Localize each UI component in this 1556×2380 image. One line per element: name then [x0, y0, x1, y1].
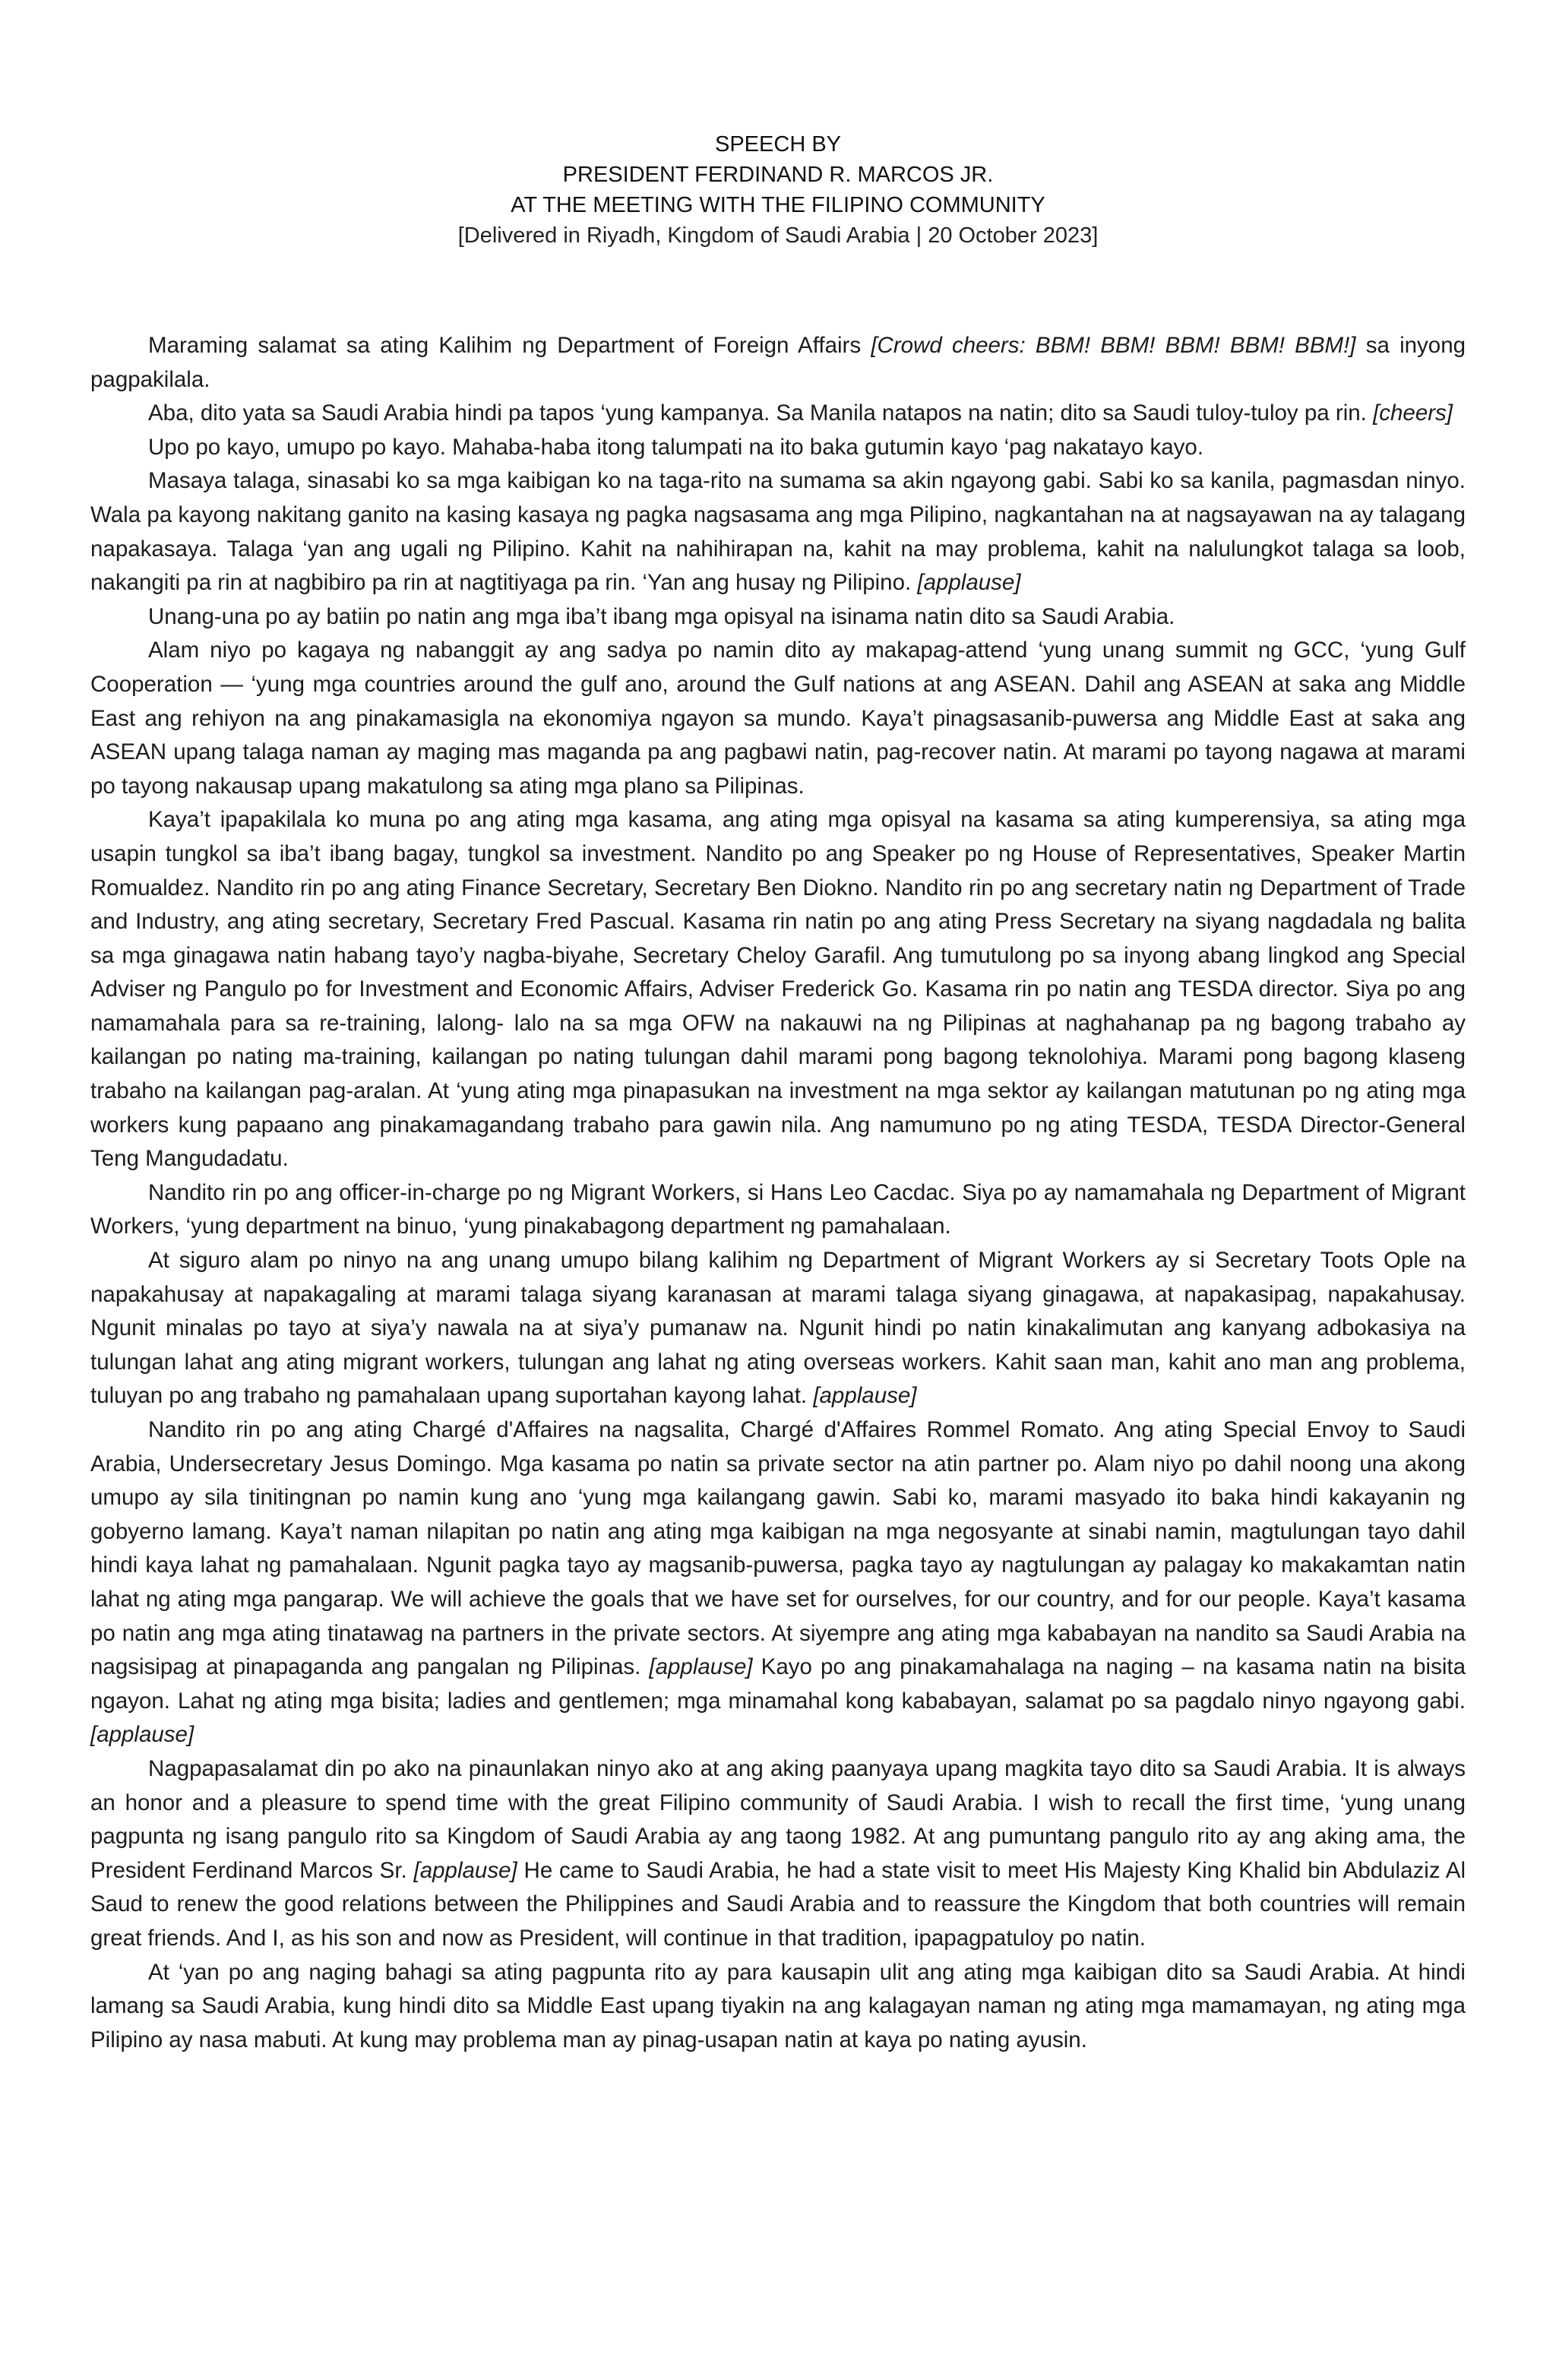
- text-segment: Alam niyo po kagaya ng nabanggit ay ang sadya po namin dito ay makapag-attend ‘yung unang summit ng GCC, ‘yung Gulf Cooperation — ‘yung mga countries around the gulf ano, around the Gulf nations at ang ASEAN. Dahil ang ASEAN at saka ang Middle East ang rehiyon na ang pinakamasigla na ekonomiya ngayon sa mundo. Kaya’t pinagsasanib-puwersa ang Middle East at saka ang ASEAN upang talaga naman ay maging mas maganda pa ang pagbawi natin, pag-recover natin. At marami po tayong nagawa at marami po tayong nakausap upang makatulong sa ating mga plano sa Pilipinas.: [90, 638, 1466, 799]
- paragraph: [90, 803, 1466, 1176]
- text-segment: Masaya talaga, sinasabi ko sa mga kaibigan ko na taga-rito na sumama sa akin ngayong gabi. Sabi ko sa kanila, pagmasdan ninyo. Wala pa kayong nakitang ganito na kasing kasaya ng pagka nagsasama ang mga Pilipino, nagkantahan na at nagsayawan na ay talagang napakasaya. Talaga ‘yan ang ugali ng Pilipino. Kahit na nahihirapan na, kahit na may problema, kahit na nalulungkot talaga sa loob, nakangiti pa rin at nagbibiro pa rin at nagtitiyaga pa rin. ‘Yan ang husay ng Pilipino.: [90, 468, 1466, 596]
- text-segment: Kaya’t ipapakilala ko muna po ang ating mga kasama, ang ating mga opisyal na kasama sa ating kumperensiya, sa ating mga usapin tungkol sa iba’t ibang bagay, tungkol sa investment. Nandito po ang Speaker po ng House of Representatives, Speaker Martin Romualdez. Nandito rin po ang ating Finance Secretary, Secretary Ben Diokno. Nandito rin po ang secretary natin ng Department of Trade and Industry, ang ating secretary, Secretary Fred Pascual. Kasama rin natin po ang ating Press Secretary na siyang nagdadala ng balita sa mga ginagawa natin habang tayo’y nagba-biyahe, Secretary Cheloy Garafil. Ang tumutulong po sa inyong abang lingkod ang Special Adviser ng Pangulo po for Investment and Economic Affairs, Adviser Frederick Go. Kasama rin po natin ang TESDA director. Siya po ang namamahala para sa re-training, lalong- lalo na sa mga OFW na nakauwi na ng Pilipinas at naghahanap pa ng bagong trabaho ay kailangan po nating ma-training, kailangan po nating tulungan dahil marami pong bagong teknolohiya. Marami pong bagong klaseng trabaho na kailangan pag-aralan. At ‘yung ating mga pinapasukan na investment na mga sektor ay kailangan matutunan po ng ating mga workers kung papaano ang pinakamagandang trabaho para gawin nila. Ang namumuno po ng ating TESDA, TESDA Director-General Teng Mangudadatu.: [90, 807, 1466, 1172]
- text-segment: At siguro alam po ninyo na ang unang umupo bilang kalihim ng Department of Migrant Workers ay si Secretary Toots Ople na napakahusay at napakagaling at marami talaga siyang karanasan at marami talaga siyang ginagawa, at napakasipag, napakahusay. Ngunit minalas po tayo at siya’y nawala na at siya’y pumanaw na. Ngunit hindi po natin kinakalimutan ang kanyang adbokasiya na tulungan lahat ang ating migrant workers, tulungan ang lahat ng ating overseas workers. Kahit saan man, kahit ano man ang problema, tuluyan po ang trabaho ng pamahalaan upang suportahan kayong lahat.: [90, 1248, 1466, 1409]
- text-segment: Nandito rin po ang officer-in-charge po ng Migrant Workers, si Hans Leo Cacdac. Siya po ay namamahala ng Department of Migrant Workers, ‘yung department na binuo, ‘yung pinakabagong department ng pamahalaan.: [90, 1179, 1466, 1239]
- text-segment: Kayo po ang pinakamahalaga na naging – na kasama natin na bisita ngayon. Lahat ng ating mga bisita; ladies and gentlemen; mga minamahal kong kababayan, salamat po sa pagdalo ninyo ngayong gabi.: [90, 1654, 1466, 1714]
- paragraph: [90, 600, 1466, 635]
- header-event-title: AT THE MEETING WITH THE FILIPINO COMMUNITY: [511, 193, 1045, 217]
- paragraph: [90, 464, 1466, 600]
- text-segment: sa inyong pagpakilala.: [90, 333, 1466, 392]
- paragraph: [90, 1956, 1466, 2058]
- stage-direction: [applause]: [413, 1857, 517, 1883]
- paragraph: [90, 1413, 1466, 1752]
- text-segment: Upo po kayo, umupo po kayo. Mahaba-haba itong talumpati na ito baka gutumin kayo ‘pag nakatayo kayo.: [148, 434, 1204, 460]
- text-segment: Nagpapasalamat din po ako na pinaunlakan ninyo ako at ang aking paanyaya upang magkita tayo dito sa Saudi Arabia. It is always an honor and a pleasure to spend time with the great Filipino community of Saudi Arabia. I wish to recall the first time, ‘yung unang pagpunta ng isang pangulo rito sa Kingdom of Saudi Arabia ay ang taong 1982. At ang pumuntang pangulo rito ay ang aking ama, the President Ferdinand Marcos Sr.: [90, 1755, 1466, 1883]
- paragraph: [90, 397, 1466, 431]
- paragraph: [90, 431, 1466, 465]
- text-segment: Nandito rin po ang ating Chargé d'Affaires na nagsalita, Chargé d'Affaires Rommel Romato. Ang ating Special Envoy to Saudi Arabia, Undersecretary Jesus Domingo. Mga kasama po natin sa private sector na atin partner po. Alam niyo po dahil noong una akong umupo ay sila tinitingnan po namin kung ano ‘yung mga kailangang gawin. Sabi ko, marami masyado ito baka hindi kakayanin ng gobyerno lamang. Kaya’t naman nilapitan po natin ang ating mga kaibigan na mga negosyante at sinabi namin, magtulungan tayo dahil hindi kaya lahat ng pamahalaan. Ngunit pagka tayo ay magsanib-puwersa, pagka tayo ay nagtulungan ay palagay ko makakamtan natin lahat ng ating mga pangarap. We will achieve the goals that we have set for ourselves, for our country, and for our people. Kaya’t kasama po natin ang mga ating tinatawag na partners in the private sectors. At siyempre ang ating mga kababayan na nandito sa Saudi Arabia na nagsisipag at pinapaganda ang pangalan ng Pilipinas.: [90, 1417, 1466, 1680]
- paragraph: [90, 634, 1466, 803]
- header-speech-by: SPEECH BY: [715, 132, 841, 157]
- paragraph: [90, 329, 1466, 397]
- speech-body: [90, 329, 1466, 2057]
- stage-direction: [cheers]: [1373, 400, 1453, 426]
- text-segment: Maraming salamat sa ating Kalihim ng Department of Foreign Affairs: [148, 333, 871, 358]
- text-segment: Aba, dito yata sa Saudi Arabia hindi pa tapos ‘yung kampanya. Sa Manila natapos na natin; dito sa Saudi tuloy-tuloy pa rin.: [148, 400, 1374, 426]
- speech-header: [0, 129, 1556, 251]
- stage-direction: [applause]: [649, 1654, 753, 1680]
- text-segment: Unang-una po ay batiin po natin ang mga iba’t ibang mga opisyal na isinama natin dito sa Saudi Arabia.: [148, 603, 1175, 629]
- header-delivery-note: [Delivered in Riyadh, Kingdom of Saudi Arabia | 20 October 2023]: [457, 223, 1099, 248]
- stage-direction: [applause]: [90, 1722, 194, 1748]
- stage-direction: [applause]: [813, 1383, 917, 1409]
- header-speaker-name: PRESIDENT FERDINAND R. MARCOS JR.: [562, 163, 994, 187]
- stage-direction: [applause]: [917, 570, 1021, 596]
- text-segment: He came to Saudi Arabia, he had a state visit to meet His Majesty King Khalid bin Abdulaziz Al Saud to renew the good relations between the Philippines and Saudi Arabia and to reassure the Kingdom that both countries will remain great friends. And I, as his son and now as President, will continue in that tradition, ipapagpatuloy po natin.: [90, 1857, 1466, 1951]
- paragraph: [90, 1244, 1466, 1413]
- stage-direction: [Crowd cheers: BBM! BBM! BBM! BBM! BBM!]: [871, 333, 1356, 358]
- paragraph: [90, 1176, 1466, 1244]
- text-segment: At ‘yan po ang naging bahagi sa ating pagpunta rito ay para kausapin ulit ang ating mga kaibigan dito sa Saudi Arabia. At hindi lamang sa Saudi Arabia, kung hindi dito sa Middle East upang tiyakin na ang kalagayan naman ng ating mga mamamayan, ng ating mga Pilipino ay nasa mabuti. At kung may problema man ay pinag-usapan natin at kaya po nating ayusin.: [90, 1959, 1466, 2052]
- paragraph: [90, 1752, 1466, 1956]
